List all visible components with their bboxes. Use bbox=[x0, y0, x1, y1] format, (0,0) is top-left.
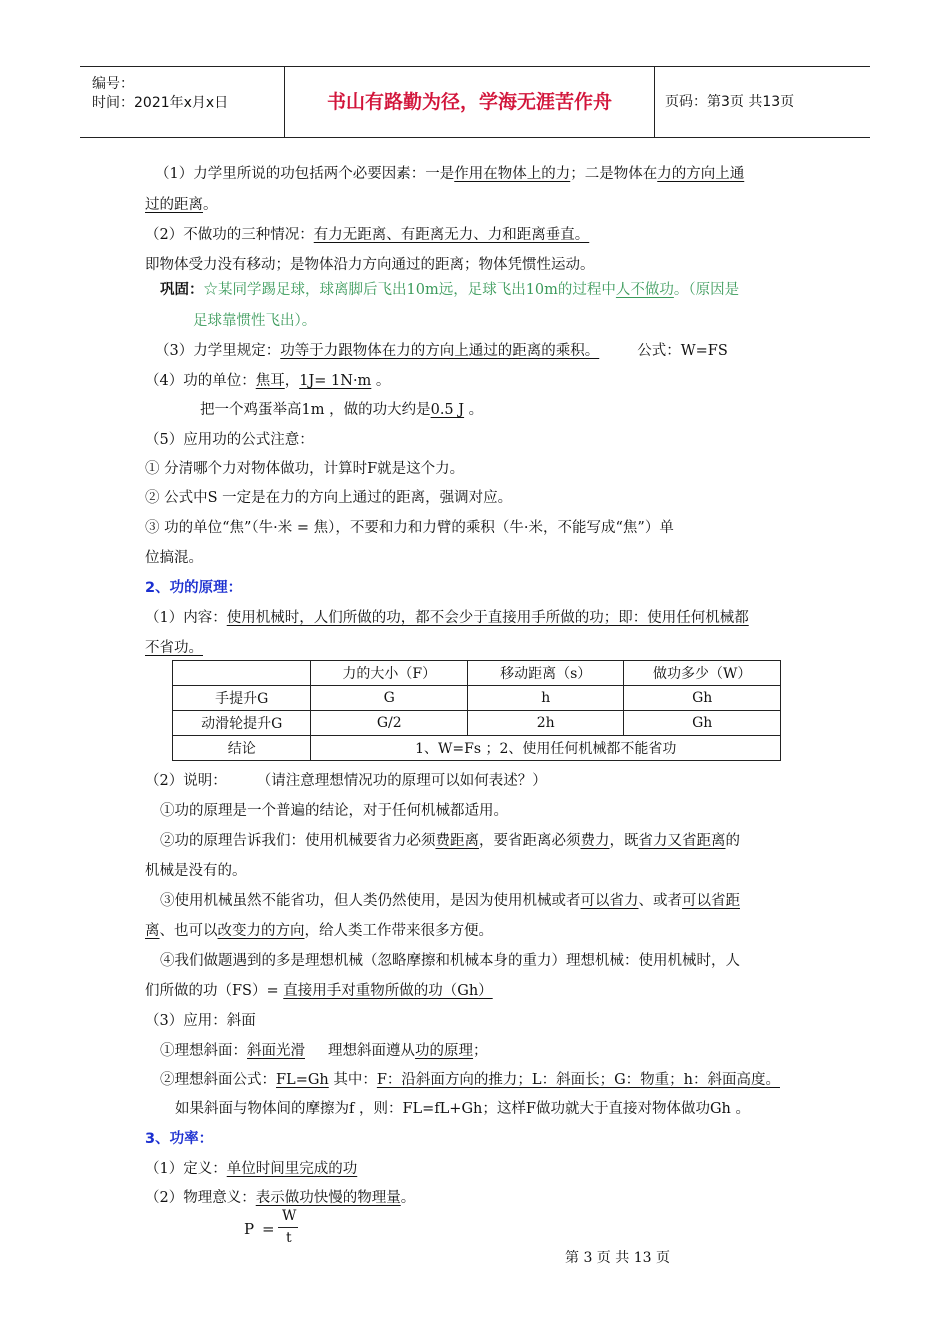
line-23: ①理想斜面：斜面光滑 理想斜面遵从功的原理； bbox=[160, 1043, 488, 1059]
table-row bbox=[173, 686, 781, 711]
line-7: （5）应用功的公式注意： bbox=[145, 432, 314, 448]
formula-numerator: W bbox=[282, 1208, 297, 1224]
formula-p: P bbox=[244, 1220, 255, 1238]
section-2-title: 2、功的原理： bbox=[145, 580, 243, 596]
line-22: （3）应用：斜面 bbox=[145, 1013, 256, 1029]
consolidation-line-2: 足球靠惯性飞出）。 bbox=[193, 313, 317, 329]
table-header-cell: 移动距离（s） bbox=[467, 661, 623, 686]
line-1a: （1）力学里所说的功包括两个必要因素：一是作用在物体上的力；二是物体在力的方向上通 bbox=[155, 166, 745, 182]
line-1b: 过的距离。 bbox=[145, 197, 218, 213]
line-12: （1）内容：使用机械时，人们所做的功，都不会少于直接用手所做的功；即：使用任何机械都 bbox=[145, 610, 749, 626]
line-21: 们所做的功（FS）= 直接用手对重物所做的功（Gh） bbox=[145, 983, 493, 999]
table-cell: 2h bbox=[467, 711, 623, 736]
line-24: ②理想斜面公式：FL=Gh 其中：F：沿斜面方向的推力；L：斜面长；G：物重；h：斜面高度。 bbox=[160, 1072, 780, 1088]
header-meta-cell bbox=[80, 67, 285, 137]
line-27: （2）物理意义：表示做功快慢的物理量。 bbox=[145, 1190, 416, 1206]
line-10: ③ 功的单位“焦”（牛·米 = 焦），不要和力和力臂的乘积（牛·米，不能写成“焦”）单 bbox=[145, 520, 674, 536]
formula-equals: = bbox=[262, 1220, 275, 1238]
table-cell: 动滑轮提升G bbox=[173, 711, 311, 736]
line-11: 位搞混。 bbox=[145, 550, 203, 566]
section-3-title: 3、功率： bbox=[145, 1131, 214, 1147]
line-17: 机械是没有的。 bbox=[145, 863, 247, 879]
line-8: ① 分清哪个力对物体做功，计算时F就是这个力。 bbox=[145, 461, 465, 477]
conclusion-label: 结论 bbox=[173, 736, 311, 761]
table-cell: G bbox=[311, 686, 468, 711]
line-9: ② 公式中S 一定是在力的方向上通过的距离，强调对应。 bbox=[145, 490, 513, 506]
table-cell: Gh bbox=[624, 686, 781, 711]
line-25: 如果斜面与物体间的摩擦为f ，则：FL=fL+Gh；这样F做功就大于直接对物体做功Gh 。 bbox=[175, 1101, 750, 1117]
work-principle-table bbox=[172, 660, 781, 761]
motto: 书山有路勤为径，学海无涯苦作舟 bbox=[285, 67, 655, 137]
line-3: 即物体受力没有移动；是物体沿力方向通过的距离；物体凭惯性运动。 bbox=[145, 257, 595, 273]
table-header-cell bbox=[173, 661, 311, 686]
formula-denominator: t bbox=[286, 1230, 292, 1246]
line-13: 不省功。 bbox=[145, 640, 203, 656]
line-20: ④我们做题遇到的多是理想机械（忽略摩擦和机械本身的重力）理想机械：使用机械时，人 bbox=[160, 953, 740, 969]
table-cell: G/2 bbox=[311, 711, 468, 736]
conclusion-text: 1、W=Fs ；2、使用任何机械都不能省功 bbox=[311, 736, 781, 761]
table-conclusion-row bbox=[173, 736, 781, 761]
page-header bbox=[80, 66, 870, 138]
table-cell: h bbox=[467, 686, 623, 711]
line-6: 把一个鸡蛋举高1m ，做的功大约是0.5 J 。 bbox=[200, 402, 484, 418]
table-header-cell: 做功多少（W） bbox=[624, 661, 781, 686]
table-header-row bbox=[173, 661, 781, 686]
table-cell: Gh bbox=[624, 711, 781, 736]
line-4: （3）力学里规定：功等于力跟物体在力的方向上通过的距离的乘积。 公式：W=FS bbox=[155, 343, 728, 359]
line-14: （2）说明： （请注意理想情况功的原理可以如何表述？） bbox=[145, 773, 547, 789]
page-info: 页码：第3页 共13页 bbox=[665, 94, 795, 110]
fraction-bar bbox=[278, 1227, 298, 1228]
number-label: 编号： bbox=[92, 76, 134, 92]
line-5: （4）功的单位：焦耳，1J= 1N·m 。 bbox=[145, 373, 391, 389]
line-16: ②功的原理告诉我们：使用机械要省力必须费距离，要省距离必须费力，既省力又省距离的 bbox=[160, 833, 740, 849]
line-2: （2）不做功的三种情况：有力无距离、有距离无力、力和距离垂直。 bbox=[145, 227, 590, 243]
line-18: ③使用机械虽然不能省功，但人类仍然使用，是因为使用机械或者可以省力、或者可以省距 bbox=[160, 893, 740, 909]
line-15: ①功的原理是一个普遍的结论，对于任何机械都适用。 bbox=[160, 803, 508, 819]
date-label: 时间：2021年x月x日 bbox=[92, 95, 229, 111]
line-26: （1）定义：单位时间里完成的功 bbox=[145, 1161, 358, 1177]
table-cell: 手提升G bbox=[173, 686, 311, 711]
page-footer: 第 3 页 共 13 页 bbox=[565, 1250, 670, 1266]
table-header-cell: 力的大小（F） bbox=[311, 661, 468, 686]
table-row bbox=[173, 711, 781, 736]
consolidation-line-1: 巩固：☆某同学踢足球，球离脚后飞出10m远，足球飞出10m的过程中人不做功。（原因是 bbox=[160, 281, 740, 298]
line-19: 离、也可以改变力的方向，给人类工作带来很多方便。 bbox=[145, 923, 493, 939]
